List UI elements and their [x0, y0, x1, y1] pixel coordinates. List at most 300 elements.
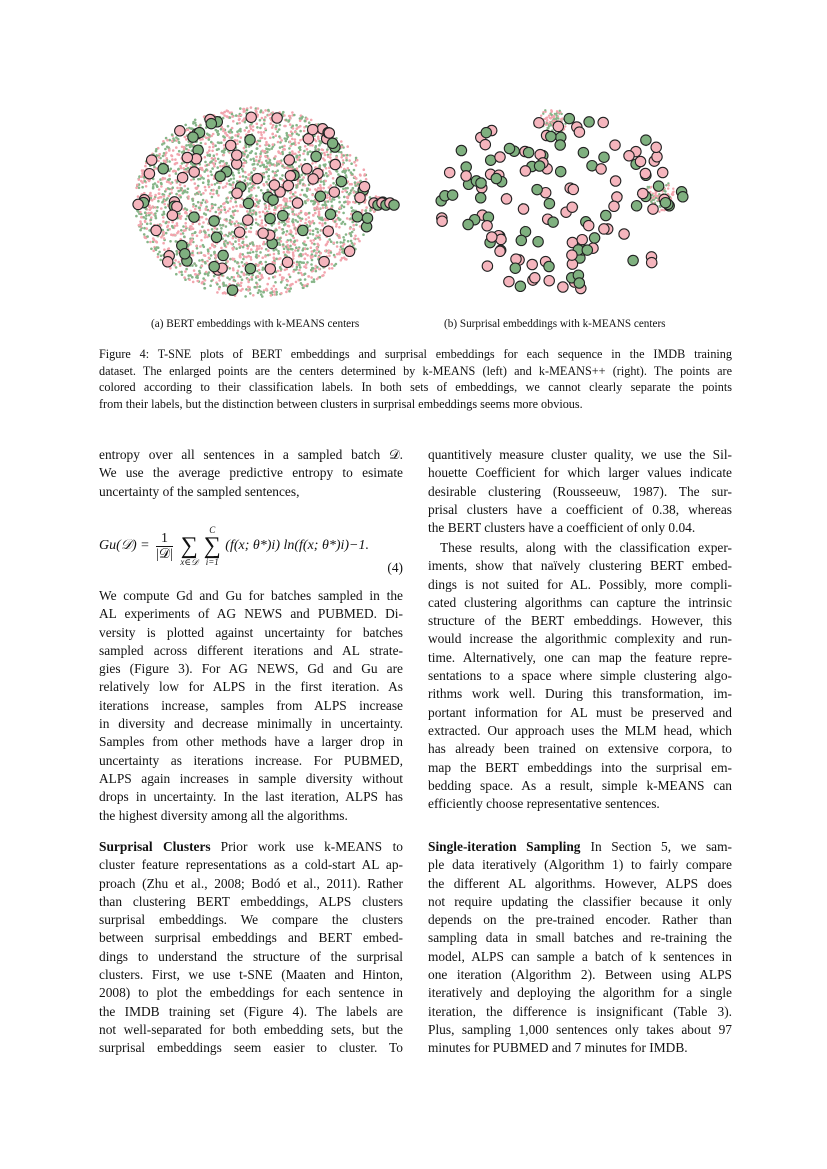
data-point — [269, 164, 272, 167]
data-point — [342, 159, 345, 162]
text-line: clusters. First, we use t-SNE (Maaten and Hinton, — [99, 967, 403, 983]
data-point — [299, 278, 302, 281]
data-point — [300, 210, 303, 213]
data-point — [228, 131, 231, 134]
data-point — [280, 207, 283, 210]
data-point — [319, 238, 322, 241]
data-point — [258, 272, 261, 275]
data-point — [222, 203, 225, 206]
text-line: in diversity and decrease minimally in uncertainty. — [99, 716, 403, 732]
data-point — [206, 151, 209, 154]
data-point — [342, 188, 345, 191]
data-point — [284, 286, 287, 289]
data-point — [279, 124, 282, 127]
data-point — [246, 210, 249, 213]
data-point — [206, 133, 209, 136]
data-point — [263, 122, 266, 125]
data-point — [343, 196, 346, 199]
data-point — [310, 263, 313, 266]
text-line: iments, show that naïvely clustering BERT embed- — [428, 558, 732, 574]
data-point — [295, 268, 298, 271]
data-point — [296, 239, 299, 242]
data-point — [260, 189, 263, 192]
cluster-center — [610, 140, 620, 150]
data-point — [353, 237, 356, 240]
data-point — [194, 208, 197, 211]
data-point — [184, 136, 187, 139]
data-point — [278, 222, 281, 225]
equation-number: (4) — [387, 560, 403, 575]
data-point — [267, 162, 270, 165]
data-point — [291, 235, 294, 238]
data-point — [213, 246, 216, 249]
data-point — [247, 247, 250, 250]
data-point — [353, 191, 356, 194]
data-point — [243, 244, 246, 247]
data-point — [211, 157, 214, 160]
cluster-center — [609, 201, 619, 211]
data-point — [207, 180, 210, 183]
data-point — [230, 243, 233, 246]
data-point — [237, 275, 240, 278]
data-point — [276, 130, 279, 133]
data-point — [179, 183, 182, 186]
cluster-center — [558, 282, 568, 292]
data-point — [343, 206, 346, 209]
data-point — [184, 270, 187, 273]
data-point — [355, 157, 358, 160]
data-point — [275, 125, 278, 128]
data-point — [234, 209, 237, 212]
data-point — [139, 229, 142, 232]
data-point — [238, 118, 241, 121]
data-point — [185, 165, 188, 168]
data-point — [144, 211, 147, 214]
data-point — [171, 186, 174, 189]
data-point — [259, 140, 262, 143]
data-point — [213, 154, 216, 157]
data-point — [211, 228, 214, 231]
data-point — [139, 211, 142, 214]
data-point — [243, 153, 246, 156]
data-point — [233, 177, 236, 180]
data-point — [230, 197, 233, 200]
text-line: not well-separated for both embedding sets, but the — [99, 1021, 403, 1037]
data-point — [358, 240, 361, 243]
text-line: Plus, sampling 1,000 sentences only takes about 97 — [428, 1021, 732, 1037]
cluster-center — [652, 152, 662, 162]
data-point — [200, 239, 203, 242]
data-point — [225, 225, 228, 228]
data-point — [185, 268, 188, 271]
data-point — [175, 273, 178, 276]
data-point — [161, 213, 164, 216]
data-point — [199, 245, 202, 248]
text-line: versity is plotted against uncertainty for batches — [99, 624, 403, 640]
data-point — [304, 200, 307, 203]
data-point — [299, 217, 302, 220]
data-point — [663, 189, 665, 191]
data-point — [341, 163, 344, 166]
data-point — [346, 187, 349, 190]
text-line: relatively low for ALPS in the first iteration. As — [99, 679, 403, 695]
data-point — [252, 125, 255, 128]
data-point — [262, 211, 265, 214]
data-point — [173, 139, 176, 142]
data-point — [253, 187, 256, 190]
data-point — [257, 131, 260, 134]
data-point — [205, 168, 208, 171]
data-point — [283, 251, 286, 254]
data-point — [285, 132, 288, 135]
data-point — [336, 245, 339, 248]
data-point — [211, 205, 214, 208]
data-point — [263, 131, 266, 134]
data-point — [252, 129, 255, 132]
data-point — [282, 111, 285, 114]
text-line: ALPS again increases in sample diversity without — [99, 770, 403, 786]
data-point — [271, 224, 274, 227]
data-point — [195, 245, 198, 248]
data-point — [255, 141, 258, 144]
data-point — [265, 160, 268, 163]
data-point — [267, 254, 270, 257]
data-point — [200, 193, 203, 196]
data-point — [220, 141, 223, 144]
data-point — [200, 142, 203, 145]
data-point — [250, 258, 253, 261]
text-line: minutes for PUBMED and 7 minutes for IMDB. — [428, 1040, 688, 1056]
data-point — [544, 118, 546, 120]
data-point — [296, 263, 299, 266]
data-point — [267, 168, 270, 171]
data-point — [172, 149, 175, 152]
data-point — [278, 238, 281, 241]
data-point — [158, 153, 161, 156]
data-point — [285, 140, 288, 143]
data-point — [214, 160, 217, 163]
data-point — [256, 126, 259, 129]
data-point — [144, 180, 147, 183]
data-point — [196, 192, 199, 195]
data-point — [311, 259, 314, 262]
data-point — [242, 170, 245, 173]
data-point — [342, 170, 345, 173]
data-point — [202, 244, 205, 247]
data-point — [237, 270, 240, 273]
data-point — [273, 293, 276, 296]
data-point — [213, 251, 216, 254]
data-point — [206, 201, 209, 204]
cluster-center — [302, 164, 312, 174]
cluster-center — [324, 128, 334, 138]
data-point — [261, 256, 264, 259]
cluster-center — [584, 220, 594, 230]
data-point — [269, 162, 272, 165]
data-point — [245, 226, 248, 229]
data-point — [249, 210, 252, 213]
cluster-center — [147, 155, 157, 165]
data-point — [240, 271, 243, 274]
data-point — [227, 235, 230, 238]
data-point — [174, 170, 177, 173]
data-point — [155, 217, 158, 220]
cluster-center — [501, 194, 511, 204]
data-point — [150, 212, 153, 215]
cluster-center — [481, 127, 491, 137]
data-point — [255, 282, 258, 285]
data-point — [209, 161, 212, 164]
data-point — [549, 113, 551, 115]
cluster-center — [151, 225, 161, 235]
data-point — [553, 116, 555, 118]
data-point — [247, 174, 250, 177]
data-point — [308, 121, 311, 124]
data-point — [287, 280, 290, 283]
cluster-center — [209, 216, 219, 226]
data-point — [138, 178, 141, 181]
data-point — [247, 286, 250, 289]
data-point — [278, 128, 281, 131]
data-point — [217, 208, 220, 211]
data-point — [259, 145, 262, 148]
data-point — [171, 158, 174, 161]
data-point — [299, 146, 302, 149]
data-point — [224, 244, 227, 247]
data-point — [194, 231, 197, 234]
data-point — [194, 182, 197, 185]
data-point — [140, 223, 143, 226]
figure-caption — [99, 346, 732, 412]
data-point — [212, 193, 215, 196]
data-point — [144, 165, 147, 168]
text-line: 2008) to plot the embeddings for each sentence in — [99, 985, 403, 1001]
cluster-center — [284, 155, 294, 165]
text-line: bedding space. As a result, simple k-MEANS can — [428, 777, 732, 793]
data-point — [278, 135, 281, 138]
data-point — [286, 200, 289, 203]
data-point — [252, 294, 255, 297]
data-point — [211, 167, 214, 170]
data-point — [238, 238, 241, 241]
data-point — [350, 240, 353, 243]
data-point — [160, 207, 163, 210]
cluster-center — [544, 261, 554, 271]
data-point — [289, 276, 292, 279]
data-point — [238, 129, 241, 132]
data-point — [233, 279, 236, 282]
data-point — [235, 247, 238, 250]
data-point — [189, 210, 192, 213]
cluster-center — [631, 201, 641, 211]
data-point — [280, 281, 283, 284]
cluster-center — [555, 140, 565, 150]
data-point — [217, 194, 220, 197]
data-point — [212, 133, 215, 136]
data-point — [223, 111, 226, 114]
data-point — [561, 117, 563, 119]
data-point — [325, 172, 328, 175]
data-point — [242, 241, 245, 244]
cluster-center — [544, 198, 554, 208]
data-point — [258, 279, 261, 282]
data-point — [306, 254, 309, 257]
data-point — [143, 227, 146, 230]
text-line: one iteration (Algorithm 2). Between using ALPS — [428, 967, 732, 983]
text-line: We compute Gd and Gu for batches sampled in the — [99, 588, 403, 603]
data-point — [226, 109, 229, 112]
data-point — [239, 253, 242, 256]
data-point — [202, 221, 205, 224]
cluster-center — [546, 131, 556, 141]
data-point — [273, 158, 276, 161]
cluster-center — [278, 210, 288, 220]
cluster-center — [504, 143, 514, 153]
data-point — [312, 230, 315, 233]
cluster-center — [574, 278, 584, 288]
data-point — [285, 198, 288, 201]
data-point — [288, 225, 291, 228]
data-point — [176, 222, 179, 225]
data-point — [340, 156, 343, 159]
data-point — [219, 224, 222, 227]
data-point — [184, 185, 187, 188]
data-point — [314, 254, 317, 257]
data-point — [150, 218, 153, 221]
cluster-center — [292, 198, 302, 208]
data-point — [208, 257, 211, 260]
data-point — [284, 254, 287, 257]
data-point — [194, 273, 197, 276]
data-point — [184, 124, 187, 127]
data-point — [286, 284, 289, 287]
data-point — [236, 122, 239, 125]
data-point — [329, 153, 332, 156]
data-point — [247, 281, 250, 284]
data-point — [305, 263, 308, 266]
cluster-center — [530, 273, 540, 283]
data-point — [150, 195, 153, 198]
data-point — [262, 243, 265, 246]
data-point — [296, 221, 299, 224]
data-point — [276, 160, 279, 163]
data-point — [349, 192, 352, 195]
text-line: surprisal embeddings. We compare the clusters — [99, 912, 403, 928]
data-point — [259, 153, 262, 156]
data-point — [291, 138, 294, 141]
data-point — [306, 285, 309, 288]
data-point — [163, 195, 166, 198]
data-point — [282, 243, 285, 246]
text-line: depends on the pre-trained encoder. Rather than — [428, 912, 732, 928]
data-point — [222, 154, 225, 157]
data-point — [249, 151, 252, 154]
data-point — [196, 280, 199, 283]
cluster-center — [619, 229, 629, 239]
cluster-center — [482, 261, 492, 271]
data-point — [295, 281, 298, 284]
cluster-center — [359, 181, 369, 191]
data-point — [187, 274, 190, 277]
data-point — [202, 181, 205, 184]
data-point — [282, 232, 285, 235]
data-point — [300, 255, 303, 258]
data-point — [268, 205, 271, 208]
data-point — [252, 251, 255, 254]
data-point — [306, 148, 309, 151]
data-point — [185, 211, 188, 214]
data-point — [180, 233, 183, 236]
data-point — [290, 130, 293, 133]
data-point — [158, 192, 161, 195]
data-point — [239, 176, 242, 179]
data-point — [255, 159, 258, 162]
cluster-center — [283, 180, 293, 190]
data-point — [207, 229, 210, 232]
data-point — [332, 177, 335, 180]
data-point — [234, 134, 237, 137]
data-point — [192, 203, 195, 206]
data-point — [209, 192, 212, 195]
data-point — [279, 177, 282, 180]
data-point — [157, 181, 160, 184]
data-point — [345, 174, 348, 177]
data-point — [292, 224, 295, 227]
data-point — [313, 281, 316, 284]
cluster-center — [647, 257, 657, 267]
data-point — [187, 128, 190, 131]
data-point — [245, 146, 248, 149]
data-point — [298, 269, 301, 272]
cluster-center — [515, 281, 525, 291]
data-point — [252, 158, 255, 161]
data-point — [364, 210, 367, 213]
cluster-center — [215, 171, 225, 181]
data-point — [230, 137, 233, 140]
data-point — [298, 151, 301, 154]
cluster-center — [504, 276, 514, 286]
data-point — [239, 205, 242, 208]
data-point — [672, 191, 674, 193]
data-point — [232, 120, 235, 123]
data-point — [214, 204, 217, 207]
data-point — [189, 241, 192, 244]
data-point — [292, 153, 295, 156]
data-point — [153, 166, 156, 169]
data-point — [239, 246, 242, 249]
data-point — [149, 192, 152, 195]
data-point — [255, 156, 258, 159]
text-line: the different AL algorithms. However, ALPS does — [428, 875, 732, 891]
text-line: between surprisal embeddings and BERT embed- — [99, 930, 403, 946]
data-point — [275, 174, 278, 177]
cluster-center — [653, 181, 663, 191]
cluster-center — [548, 217, 558, 227]
cluster-center — [534, 118, 544, 128]
data-point — [328, 238, 331, 241]
data-point — [231, 276, 234, 279]
data-point — [192, 178, 195, 181]
cluster-center — [491, 173, 501, 183]
data-point — [223, 234, 226, 237]
data-point — [268, 208, 271, 211]
data-point — [201, 265, 204, 268]
data-point — [308, 275, 311, 278]
data-point — [185, 218, 188, 221]
data-point — [299, 139, 302, 142]
data-point — [256, 163, 259, 166]
cluster-center — [189, 212, 199, 222]
